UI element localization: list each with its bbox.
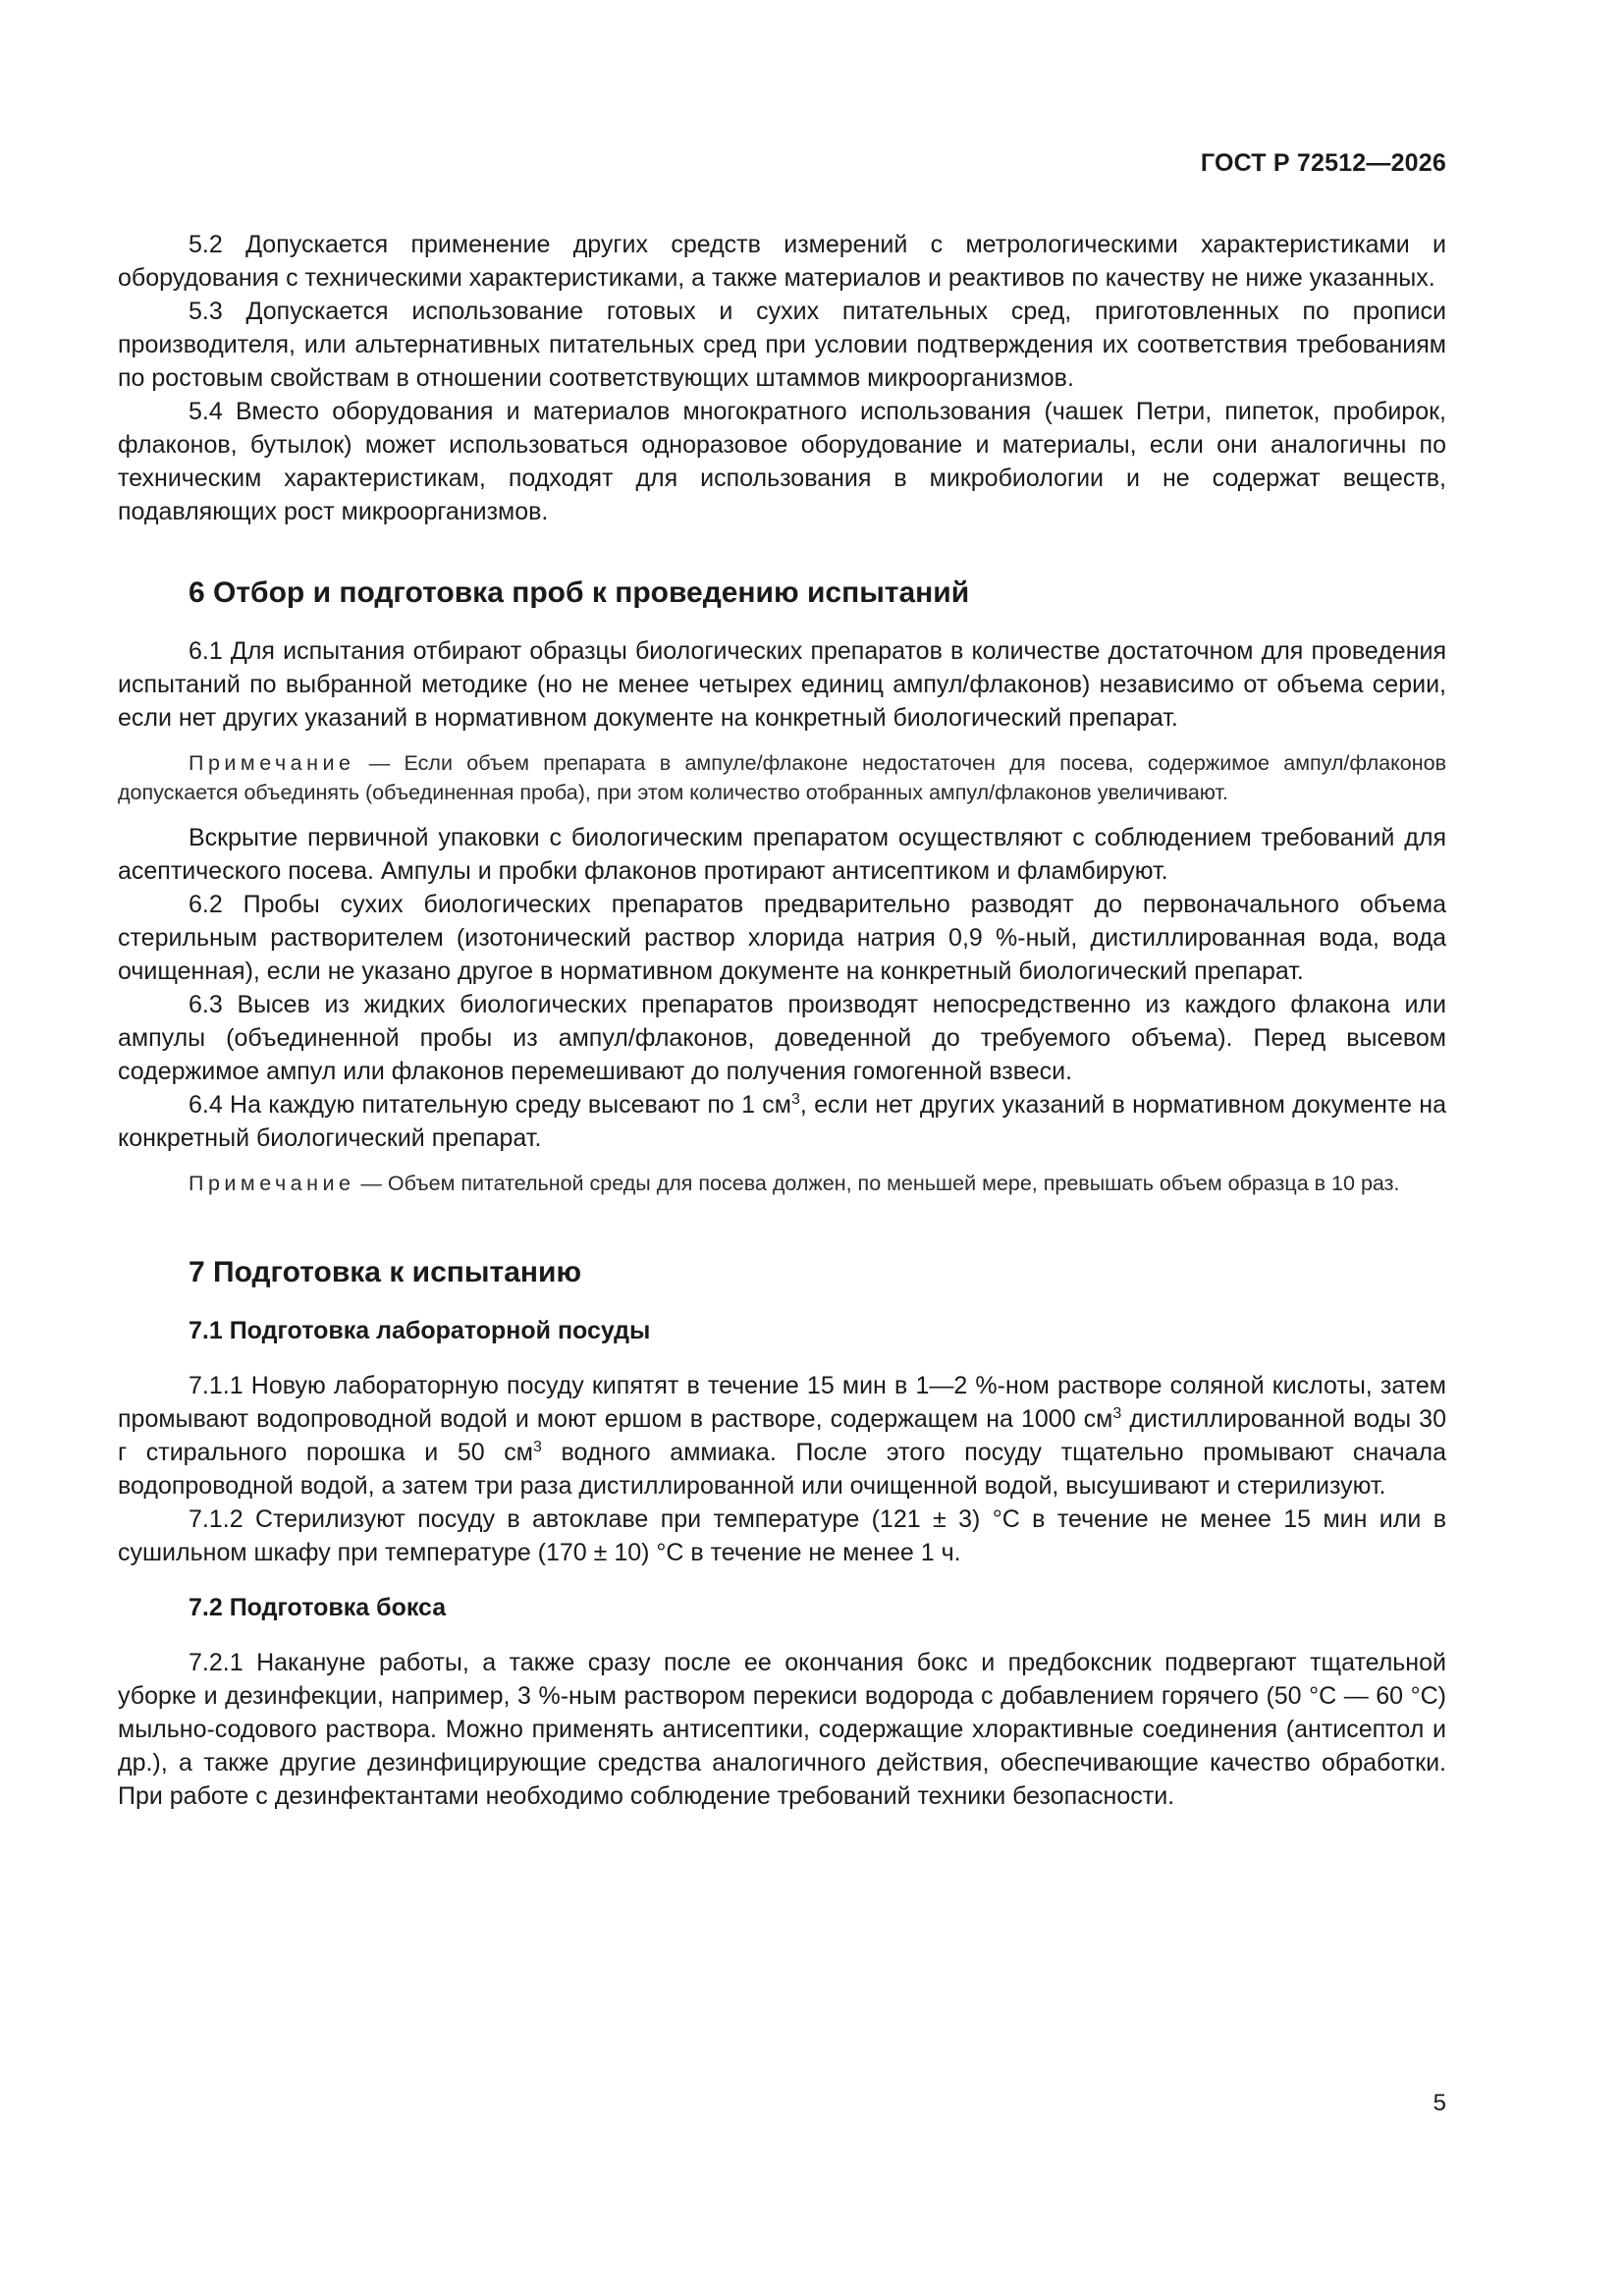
section-6-title: 6 Отбор и подготовка проб к проведению испытаний [189,576,970,609]
paragraph-6-4-part-b: , если нет других указаний в нормативном документе на конкретный биологический препарат. [118,1091,1446,1152]
superscript-3: 3 [532,1439,542,1455]
note-1 [118,748,1446,807]
paragraph-6-4 [118,1088,1446,1155]
paragraph-6-4-part-a: 6.4 На каждую питательную среду высевают по 1 см [189,1091,791,1119]
page-number: 5 [1433,2090,1446,2116]
paragraph-7-2-1: 7.2.1 Накануне работы, а также сразу после ее окончания бокс и предбоксник подвергают тщательной уборке и дезинфекции, например, 3 %-ным раствором перекиси водорода с добавлением горячего (50 °С — 60 °С) мыльно-содового раствора. Можно применять антисептики, содержащие хлорактивные соединения (антисептол и др.), а также другие дезинфицирующие средства аналогичного действия, обеспечивающие качество обработки. При работе с дезинфектантами необходимо соблюдение требований техники безопасности. [118,1649,1446,1810]
paragraph-opening: Вскрытие первичной упаковки с биологическим препаратом осуществляют с соблюдением требований для асептического посева. Ампулы и пробки флаконов протирают антисептиком и фламбируют. [118,824,1446,885]
note-2-label: Примечание [189,1172,355,1195]
paragraph-5-2: 5.2 Допускается применение других средств измерений с метрологическими характеристиками и оборудования с техническими характеристиками, а также материалов и реактивов по качеству не ниже указанных. [118,231,1446,292]
paragraph-7-1-1 [118,1369,1446,1503]
paragraph-7-1-1-part-c: водного аммиака. После этого посуду тщательно промывают сначала водопроводной водой, а затем три раза дистиллированной или очищенной водой, высушивают и стерилизуют. [118,1439,1446,1500]
subsection-7-2-title: 7.2 Подготовка бокса [189,1594,447,1621]
paragraph-5-3: 5.3 Допускается использование готовых и сухих питательных сред, приготовленных по прописи производителя, или альтернативных питательных сред при условии подтверждения их соответствия требованиям по ростовым свойствам в отношении соответствующих штаммов микроорганизмов. [118,298,1446,392]
superscript-3: 3 [1112,1405,1122,1422]
note-2 [118,1169,1446,1198]
note-2-text: — Объем питательной среды для посева должен, по меньшей мере, превышать объем образца в 10 раз. [354,1172,1400,1195]
paragraph-7-1-1-part-a: 7.1.1 Новую лабораторную посуду кипятят в течение 15 мин в 1—2 %-ном растворе соляной кислоты, затем промывают водопроводной водой и моют ершом в растворе, содержащем на 1000 см [118,1372,1446,1433]
superscript-3: 3 [790,1091,800,1108]
document-code-header: ГОСТ Р 72512—2026 [1200,149,1446,177]
document-page [118,0,1446,2296]
section-7-title: 7 Подготовка к испытанию [189,1256,582,1288]
paragraph-7-1-1-part-b: дистиллированной воды 30 г стирального порошка и 50 см [118,1405,1446,1466]
paragraph-6-1: 6.1 Для испытания отбирают образцы биологических препаратов в количестве достаточном для проведения испытаний по выбранной методике (но не менее четырех единиц ампул/флаконов) независимо от объема серии, если нет других указаний в нормативном документе на конкретный биологический препарат. [118,637,1446,732]
paragraph-6-2: 6.2 Пробы сухих биологических препаратов предварительно разводят до первоначального объема стерильным растворителем (изотонический раствор хлорида натрия 0,9 %-ный, дистиллированная вода, вода очищенная), если не указано другое в нормативном документе на конкретный биологический препарат. [118,891,1446,985]
subsection-7-1-title: 7.1 Подготовка лабораторной посуды [189,1317,651,1344]
paragraph-6-3: 6.3 Высев из жидких биологических препаратов производят непосредственно из каждого флакона или ампулы (объединенной пробы из ампул/флаконов, доведенной до требуемого объема). Перед высевом содержимое ампул или флаконов перемешивают до получения гомогенной взвеси. [118,991,1446,1085]
note-1-text: — Если объем препарата в ампуле/флаконе недостаточен для посева, содержимое ампул/флаконов допускается объединять (объединенная проба), при этом количество отобранных ампул/флаконов увеличивают. [118,751,1446,804]
note-1-label: Примечание [189,751,355,775]
paragraph-7-1-2: 7.1.2 Стерилизуют посуду в автоклаве при температуре (121 ± 3) °С в течение не менее 15 мин или в сушильном шкафу при температуре (170 ± 10) °С в течение не менее 1 ч. [118,1505,1446,1566]
paragraph-5-4: 5.4 Вместо оборудования и материалов многократного использования (чашек Петри, пипеток, пробирок, флаконов, бутылок) может использоваться одноразовое оборудование и материалы, если они аналогичны по техническим характеристикам, подходят для использования в микробиологии и не содержат веществ, подавляющих рост микроорганизмов. [118,398,1446,525]
document-body [118,228,1446,1813]
